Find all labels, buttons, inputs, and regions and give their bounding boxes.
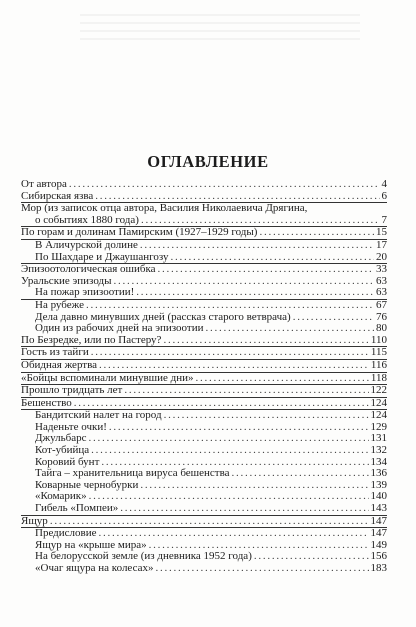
toc-entry-page: 124 (370, 396, 387, 409)
toc-entry (21, 323, 387, 335)
toc-entry-page: 15 (376, 226, 387, 239)
toc-entry-page: 76 (376, 310, 387, 323)
toc-entry-page: 118 (370, 371, 387, 384)
toc-entry-page: 131 (370, 432, 387, 445)
dot-leader (99, 360, 369, 371)
toc-entry-page: 140 (370, 490, 387, 503)
toc-entry-title: «Комарик» (35, 490, 87, 503)
toc-entry (21, 503, 387, 515)
dot-leader (163, 335, 368, 346)
dot-leader (101, 457, 368, 468)
dot-leader (232, 468, 369, 479)
toc-entry-title: Предисловие (35, 527, 97, 540)
dot-leader (124, 385, 368, 396)
dot-leader (95, 191, 379, 202)
dot-leader (50, 516, 369, 527)
toc-entry-title: Гость из тайги (21, 346, 89, 359)
dot-leader (141, 215, 380, 226)
dot-leader (140, 240, 374, 251)
toc-entry-page: 110 (370, 333, 387, 346)
toc-entry-page: 132 (370, 444, 387, 457)
toc-entry-page: 156 (370, 550, 387, 563)
dot-leader (259, 227, 374, 238)
toc-entry (21, 384, 387, 397)
toc-entry (21, 372, 387, 385)
dot-leader (140, 480, 368, 491)
toc-entry-title: Тайга – хранительница вируса бешенства (35, 467, 230, 480)
toc-entry (21, 346, 387, 359)
toc-entry-title: Дела давно минувших дней (рассказ старого ветврача) (35, 310, 291, 323)
dot-leader (254, 551, 369, 562)
toc-entry-title: Ящур (21, 514, 48, 527)
bleed-through-text (80, 14, 360, 40)
toc-entry (21, 359, 387, 372)
dot-leader (293, 312, 374, 323)
toc-entry-title: От автора (21, 178, 67, 190)
toc-entry-title: Ящур на «крыше мира» (35, 538, 147, 551)
toc-entry (21, 527, 387, 540)
toc-entry-title: Мор (из записок отца автора, Василия Николаевича Дрягина, (21, 202, 308, 215)
toc-entry-page: 183 (370, 562, 387, 574)
dot-leader (156, 563, 369, 574)
toc-entry-title: Обидная жертва (21, 358, 98, 371)
page-title: ОГЛАВЛЕНИЕ (147, 152, 269, 171)
toc-entry-title: В Аличурской долине (35, 238, 138, 251)
dot-leader (69, 179, 380, 190)
dot-leader (136, 287, 374, 298)
toc-entry (21, 191, 387, 203)
toc-entry-page: 63 (376, 274, 387, 287)
dot-leader (206, 323, 375, 334)
dot-leader (109, 422, 369, 433)
dot-leader (89, 491, 369, 502)
dot-leader (164, 410, 369, 421)
toc-entry-title: По Шахдаре и Джаушангозу (35, 250, 169, 263)
toc-entry-title: Эпизоотологическая ошибка (21, 263, 156, 276)
toc-entry-title: Коровий бунт (35, 455, 100, 468)
toc-entry-title: Коварные чернобурки (35, 478, 139, 491)
toc-entry-title: Гибель «Помпеи» (35, 502, 119, 515)
toc-entry-page: 116 (370, 358, 387, 371)
toc-entry (21, 179, 387, 191)
dot-leader (74, 398, 369, 409)
toc-entry-title: Кот-убийца (35, 444, 90, 457)
toc-entry-title-continued: о событиях 1880 года) (35, 213, 139, 226)
toc-entry-title: На рубеже (35, 298, 84, 311)
toc-entry-title: Уральские эпизоды (21, 274, 112, 287)
toc-entry-title: Джульбарс (35, 432, 87, 445)
toc-entry-page: 147 (370, 527, 387, 540)
dot-leader (120, 503, 368, 514)
toc-entry-page: 80 (376, 322, 387, 335)
dot-leader (86, 300, 374, 311)
toc-entry-page: 4 (381, 178, 387, 190)
toc-entry-title: Сибирская язва (21, 189, 94, 202)
toc-entry (21, 239, 387, 252)
toc-entry (21, 287, 387, 299)
toc-entry (21, 252, 387, 264)
toc-entry-page: 115 (370, 346, 387, 359)
toc-entry-page: 17 (376, 238, 387, 251)
toc-entry-title: На пожар эпизоотии! (35, 286, 135, 299)
toc-entry-page: 134 (370, 455, 387, 468)
toc-entry-title: Наденьте очки! (35, 420, 107, 433)
dot-leader (158, 264, 374, 275)
toc-entry-title: На белорусской земле (из дневника 1952 года) (35, 550, 252, 563)
table-of-contents (21, 179, 387, 575)
toc-entry-page: 6 (381, 189, 387, 202)
toc-entry (21, 409, 387, 422)
toc-entry-page: 139 (370, 478, 387, 491)
toc-entry (21, 445, 387, 457)
toc-entry-page: 63 (376, 286, 387, 299)
toc-entry (21, 397, 387, 410)
toc-entry-title: Бешенство (21, 396, 72, 409)
toc-entry (21, 515, 387, 528)
toc-entry-page: 147 (370, 514, 387, 527)
toc-entry-title: По Безредке, или по Пастеру? (21, 333, 162, 346)
toc-entry-page: 122 (370, 384, 387, 397)
dot-leader (89, 433, 369, 444)
dot-leader (196, 373, 369, 384)
toc-entry (21, 299, 387, 312)
toc-entry-page: 20 (376, 250, 387, 263)
toc-entry-page: 33 (376, 263, 387, 276)
dot-leader (114, 276, 375, 287)
toc-entry-title: «Бойцы вспоминали минувшие дни» (21, 371, 194, 384)
toc-entry (21, 563, 387, 575)
toc-entry-page: 67 (376, 298, 387, 311)
toc-entry-title: Прошло тридцать лет (21, 384, 123, 397)
dot-leader (170, 252, 374, 263)
toc-entry-title: Бандитский налет на город (35, 409, 162, 422)
dot-leader (91, 347, 369, 358)
toc-entry-page: 136 (370, 467, 387, 480)
toc-entry-page: 149 (370, 538, 387, 551)
toc-entry (21, 335, 387, 347)
toc-entry (21, 263, 387, 276)
toc-entry-page: 124 (370, 409, 387, 422)
dot-leader (99, 528, 369, 539)
toc-entry-title: Один из рабочих дней на эпизоотии (35, 322, 204, 335)
toc-entry-title: «Очаг ящура на колесах» (35, 562, 154, 574)
dot-leader (149, 540, 369, 551)
toc-entry-page: 143 (370, 502, 387, 515)
toc-entry-title: По горам и долинам Памирским (1927–1929 годы) (21, 226, 258, 239)
toc-entry-page: 129 (370, 420, 387, 433)
toc-entry-page: 7 (381, 213, 387, 226)
dot-leader (91, 445, 368, 456)
toc-entry (21, 202, 387, 226)
toc-entry (21, 226, 387, 239)
